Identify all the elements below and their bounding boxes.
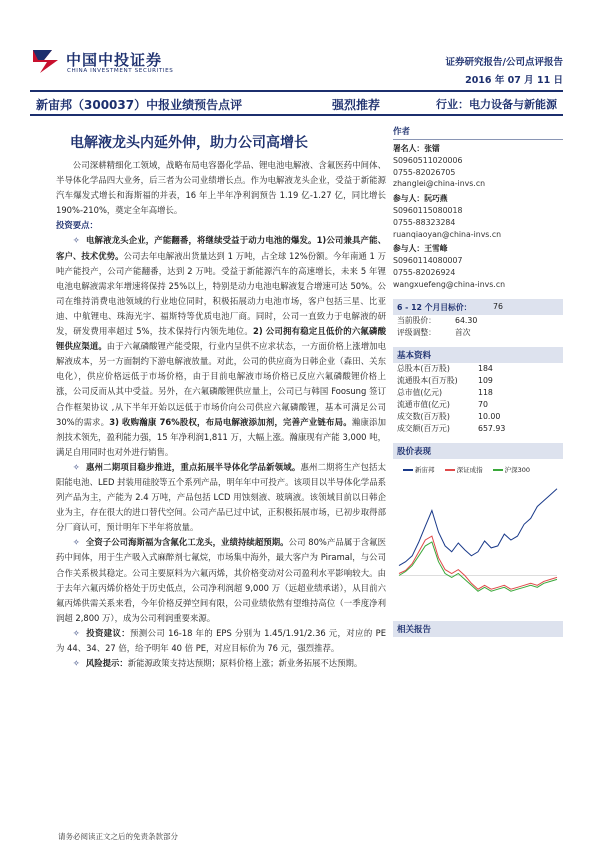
point-3 — [56, 535, 386, 626]
point-3-lead: 全资子公司海斯福为含氟化工龙头，业绩持续超预期。 — [85, 537, 289, 548]
main-title: 电解液龙头内延外伸，助力公司高增长 — [70, 135, 308, 151]
current-price-row — [393, 315, 563, 327]
basic-value: 109 — [478, 375, 493, 385]
price-chart — [393, 463, 563, 613]
basic-value: 184 — [478, 363, 493, 373]
basic-row — [393, 411, 563, 423]
current-price-label: 当前股价： — [397, 315, 436, 325]
company-logo — [30, 48, 200, 78]
basic-value: 70 — [478, 399, 488, 409]
point-4-text: 预测公司 16-18 年的 EPS 分别为 1.45/1.91/2.36 元，对应的 PE 为 44、34、27 倍，给予明年 40 倍 PE，对应目标价为 76 元，强烈推荐。 — [56, 627, 387, 653]
analyst-email[interactable]: wangxuefeng@china-invs.cn — [393, 279, 506, 289]
report-body — [56, 158, 386, 671]
chart-series-line — [399, 536, 557, 589]
analyst-id: S0960115080018 — [393, 205, 463, 215]
point-1-lead3: 3) 收购瀚康 76%股权，布局电解液添加剂，完善产业链布局。 — [109, 416, 352, 427]
bullet-icon: ✧ — [72, 537, 80, 548]
report-date: 2016 年 07 月 11 日 — [465, 75, 563, 86]
rating-adjust-value: 首次 — [455, 327, 471, 337]
point-5-lead: 风险提示： — [85, 658, 128, 669]
basic-key: 总市值(亿元) — [397, 387, 443, 397]
basic-key: 成交数(百万股) — [397, 411, 450, 421]
bullet-icon: ✧ — [72, 658, 80, 669]
point-3-text: 公司 80%产品属于含氟医药中间体，用于生产吸入式麻醉剂七氟烷，市场集中海外，最大客户为 Piramal，与公司合作关系极其稳定。公司主要原料为六氟丙烯，其价格变动对公司盈利水平影响较大。由于去年六氟丙烯价格处于历史低点，公司净利润超 9,000 万（远超业绩承诺），从目前六氟丙烯供需关系来看，今年价格反弹空间有限，公司业绩依然有望维持高位（一季度净利润超 2,800 万），成为公司利润重要来源。 — [56, 537, 386, 623]
related-reports-heading: 相关报告 — [393, 621, 563, 637]
intro-paragraph: 公司深耕精细化工领域，战略布局电容器化学品、锂电池电解液、含氟医药中间体、半导体化学品四大业务，后三者为公司业绩增长点。作为电解液龙头企业，受益于新能源汽车爆发式增长和海斯福的并表，16 年上半年净利润预告 1.19 亿-1.27 亿，同比增长 190%-210%，奠定全年高增长。 — [56, 160, 386, 216]
point-1-text2: 由于六氟磷酸锂产能受限，行业内呈供不应求状态，一方面价格上涨增加电解液成本，另一方面制约下游电解液放量。对此，公司的供应商为日韩企业（森田、关东电化），供应价格远低于市场价格，由于目前电解液市场价格已反应六氟磷酸锂价格上涨，公司反而从其中受益。另外，在六氟磷酸锂供应量上，公司已与韩国 Foosung 签订合作框架协议 ,从下半年开始以远低于市场价向公司供应六氟磷酸锂，基本可满足公司 30%的需求。 — [56, 341, 387, 427]
basic-row — [393, 363, 563, 375]
key-points-heading: 投资要点： — [56, 220, 98, 231]
legend-label: 沪深300 — [504, 465, 531, 474]
basic-row — [393, 399, 563, 411]
point-5 — [56, 656, 386, 671]
basic-row — [393, 375, 563, 387]
point-2-lead: 惠州二期项目稳步推进，重点拓展半导体化学品新领域。 — [85, 461, 301, 472]
basic-key: 流通股本(百万股) — [397, 375, 458, 385]
analyst-role: 参与人： — [393, 244, 425, 254]
basic-value: 10.00 — [478, 411, 501, 421]
analyst-role: 署名人： — [393, 144, 425, 153]
basic-key: 总股本(百万股) — [397, 363, 450, 373]
sidebar — [393, 124, 563, 637]
analyst-block — [393, 243, 563, 290]
analyst-phone: 0755-82026705 — [393, 167, 456, 177]
report-title: 新宙邦（300037）中报业绩预告点评 — [36, 98, 243, 112]
analyst-name: 张镭 — [424, 144, 440, 153]
logo-mark-icon — [30, 48, 60, 74]
basic-row — [393, 423, 563, 435]
basic-key: 成交额(百万元) — [397, 423, 450, 433]
point-2-text: 惠州二期将生产包括太阳能电池、LED 封装用硅胶等五个系列产品，明年年中可投产。该项目以半导体化学品系列产品为主，产能为 2.4 万吨，产品包括 LCD 用蚀刻液、玻璃液。该领域目前以日韩企业为主，存在很大的进口替代空间。公司产品已过中试，正积极拓展市场，已初步取得部分厂商认可，预计明年下半年将放量。 — [56, 461, 386, 533]
basic-info-heading: 基本资料 — [393, 347, 563, 363]
analyst-phone: 0755-88323284 — [393, 217, 456, 227]
target-price-label: 6 - 12 个月目标价： — [397, 302, 472, 312]
analyst-email[interactable]: zhanglei@china-invs.cn — [393, 179, 486, 189]
legend-label: 新宙邦 — [415, 465, 435, 474]
basic-key: 流通市值(亿元) — [397, 399, 450, 409]
point-1-lead: 电解液龙头企业，产能翻番，将继续受益于动力电池的爆发。1)公司兼具产能、客户、技术优势。 — [56, 235, 386, 261]
current-price-value: 64.30 — [455, 315, 478, 325]
bullet-icon: ✧ — [72, 461, 80, 472]
point-4-lead: 投资建议： — [85, 627, 131, 638]
analyst-block — [393, 143, 563, 190]
point-1 — [56, 233, 386, 459]
basic-value: 657.93 — [478, 423, 506, 433]
industry-label: 行业：电力设备与新能源 — [436, 98, 557, 111]
rating-adjust-row — [393, 327, 563, 339]
point-1-text3: 瀚康添加剂技术领先，盈利能力强，15 年净利润1,811 万，大幅上涨。瀚康现有产能 3,000 吨，满足自用同时也对外进行销售。 — [56, 416, 387, 457]
title-band — [30, 90, 563, 116]
rating-label: 强烈推荐 — [332, 98, 381, 112]
analyst-block — [393, 193, 563, 240]
bullet-icon: ✧ — [72, 627, 80, 638]
analyst-name: 阮巧燕 — [424, 194, 448, 204]
basic-value: 118 — [478, 387, 493, 397]
analyst-email[interactable]: ruanqiaoyan@china-invs.cn — [393, 229, 502, 239]
footer-disclaimer: 请务必阅读正文之后的免责条款部分 — [58, 832, 178, 841]
legend-label: 深证成指 — [456, 465, 483, 474]
analyst-phone: 0755-82026924 — [393, 267, 456, 277]
point-5-text: 新能源政策支持达预期；原料价格上涨；新业务拓展不达预期。 — [127, 658, 363, 669]
analyst-id: S0960114080007 — [393, 256, 463, 266]
chart-series-line — [399, 488, 557, 565]
bullet-icon: ✧ — [72, 235, 80, 246]
point-4 — [56, 626, 386, 656]
target-price-value: 76 — [493, 301, 503, 311]
chart-heading: 股价表现 — [393, 443, 563, 459]
authors-heading: 作者 — [393, 124, 563, 140]
point-2 — [56, 460, 386, 535]
analyst-role: 参与人： — [393, 194, 425, 204]
point-1-text: 公司去年电解液出货量达到 1 万吨，占全球 12%份额。今年南通 1 万吨产能投产，公司产能翻番，达到 2 万吨。受益于新能源汽车的高速增长，未来 5 年锂电池电解液需求年增速将保持 25%以上，特别是动力电池电解液复合增速可达 50%。公司在维持消费电池领域的行业地位同时，积极拓展动力电池市场，客户包括三星、比亚迪、中航锂电、珠海光宇、福斯特等优质电池厂商。同时，公司一直致力于电解液的研发，研发费用率超过 5%，技术保持行内领先地位。 — [56, 250, 386, 337]
point-1-lead2: 2) 公司拥有稳定且低价的六氟磷酸锂供应渠道。 — [56, 326, 386, 352]
price-chart-svg — [393, 463, 563, 613]
logo-en-text: CHINA INVESTMENT SECURITIES — [67, 68, 174, 74]
target-price-box — [393, 299, 563, 315]
analyst-id: S0960511020006 — [393, 155, 463, 165]
report-type: 证券研究报告/公司点评报告 — [445, 57, 563, 68]
rating-adjust-label: 评级调整： — [397, 327, 436, 337]
analyst-name: 王雪峰 — [424, 244, 448, 254]
logo-cn-text: 中国中投证券 — [66, 51, 163, 69]
basic-row — [393, 387, 563, 399]
